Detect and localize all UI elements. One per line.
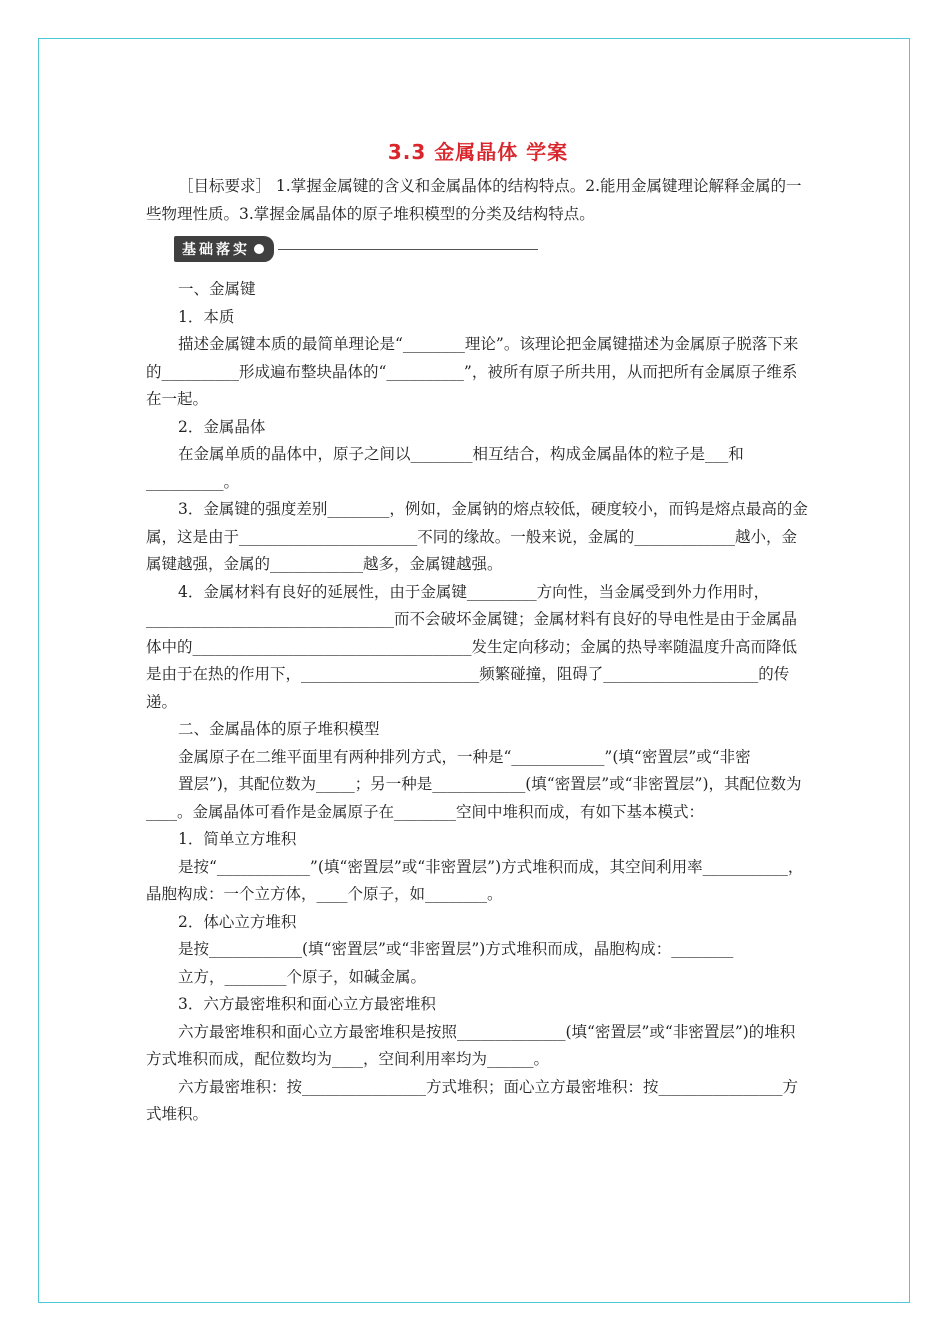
content-paragraph: 在金属单质的晶体中，原子之间以________相互结合，构成金属晶体的粒子是___和__________。 — [146, 445, 744, 491]
objectives-paragraph: ［目标要求］ 1.掌握金属键的含义和金属晶体的结构特点。2.能用金属键理论解释金属的一些物理性质。3.掌握金属晶体的原子堆积模型的分类及结构特点。 — [146, 177, 802, 223]
content-paragraph: 2．金属晶体 — [178, 417, 266, 436]
content-paragraph: 3．金属键的强度差别________，例如，金属钠的熔点较低，硬度较小，而钨是熔点最高的金属，这是由于_______________________不同的缘故。一般来说，金属的_____________越小，金属键越强，金属的____________越多，金属键越强。 — [146, 500, 808, 573]
page-title: 3.3 金属晶体 学案 — [387, 140, 569, 164]
banner-label: 基础落实 — [182, 242, 250, 258]
content-paragraph: 描述金属键本质的最简单理论是“________理论”。该理论把金属键描述为金属原子脱落下来的__________形成遍布整块晶体的“__________”，被所有原子所共用，从而把所有金属原子维系在一起。 — [146, 335, 799, 408]
content-paragraph: 六方最密堆积：按________________方式堆积；面心立方最密堆积：按________________方式堆积。 — [146, 1077, 799, 1123]
content-paragraph: 1．简单立方堆积 — [178, 830, 297, 848]
section-banner — [174, 236, 810, 262]
content-paragraph: 立方，________个原子，如碱金属。 — [178, 967, 427, 986]
content-paragraph: 是按____________(填“密置层”或“非密置层”)方式堆积而成，晶胞构成：________ — [178, 940, 734, 958]
content-paragraph: 六方最密堆积和面心立方最密堆积是按照______________(填“密置层”或“非密置层”)的堆积方式堆积而成，配位数均为____，空间利用率均为______。 — [146, 1022, 796, 1068]
content-paragraph: 是按“____________”(填“密置层”或“非密置层”)方式堆积而成，其空间利用率___________，晶胞构成：一个立方体，____个原子，如________。 — [146, 857, 804, 903]
content-lines — [146, 276, 810, 1129]
content-paragraph: 金属原子在二维平面里有两种排列方式，一种是“____________”(填“密置层”或“非密 — [178, 747, 751, 766]
banner-dot-icon — [254, 244, 264, 254]
content-paragraph: 3．六方最密堆积和面心立方最密堆积 — [178, 995, 436, 1013]
banner-label-box — [174, 236, 274, 262]
content-paragraph: 置层”)，其配位数为_____；另一种是____________(填“密置层”或“非密置层”)，其配位数为____。金属晶体可看作是金属原子在________空间中堆积而成，有如下基本模式： — [146, 775, 802, 821]
banner-rule — [278, 249, 538, 250]
content-paragraph: 二、金属晶体的原子堆积模型 — [178, 720, 380, 738]
content-paragraph: 1．本质 — [178, 307, 235, 326]
document-body — [146, 130, 810, 1129]
content-paragraph: 4．金属材料有良好的延展性，由于金属键_________方向性，当金属受到外力作用时，________________________________而不会破坏金属键；金属材料有良好的导电性是由于金属晶体中的____________________________________发生定向移动；金属的热导率随温度升高而降低是由于在热的作用下，_______________________频繁碰撞，阻碍了____________________的传递。 — [146, 582, 798, 711]
content-paragraph: 2．体心立方堆积 — [178, 912, 297, 931]
content-paragraph: 一、金属键 — [178, 280, 256, 298]
